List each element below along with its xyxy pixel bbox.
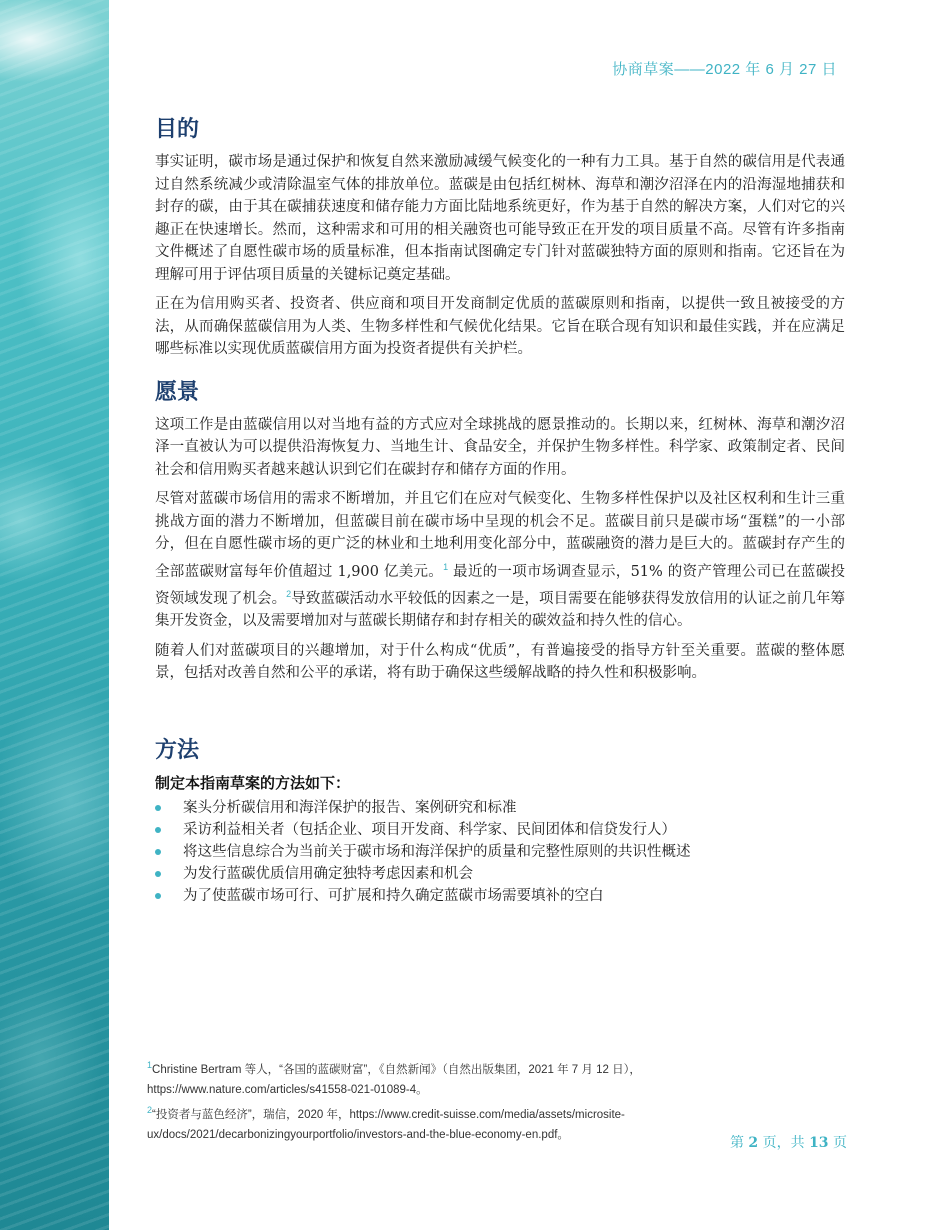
section-title-purpose: 目的 [155, 117, 200, 142]
list-item: 将这些信息综合为当前关于碳市场和海洋保护的质量和完整性原则的共识性概述 [155, 841, 845, 863]
list-item: 采访利益相关者（包括企业、项目开发商、科学家、民间团体和信贷发行人） [155, 819, 845, 841]
footnote-text: Christine Bertram 等人，“各国的蓝碳财富”，《自然新闻》（自然出版集团，2021 年 7 月 12 日）， [152, 1063, 641, 1076]
header-date: 协商草案——2022 年 6 月 27 日 [612, 61, 837, 78]
section-title-method: 方法 [155, 737, 200, 763]
main-content [155, 112, 845, 907]
bullet-dot-icon [155, 849, 161, 855]
vision-paragraph-3: 随着人们对蓝碳项目的兴趣增加，对于什么构成“优质”，有普遍接受的指导方针至关重要。蓝碳的整体愿景，包括对改善自然和公平的承诺，将有助于确保这些缓解战略的持久性和积极影响。 [155, 642, 845, 682]
list-item: 为了使蓝碳市场可行、可扩展和持久确定蓝碳市场需要填补的空白 [155, 885, 845, 907]
footnote-2-link[interactable]: ux/docs/2021/decarbonizingyourportfolio/investors-and-the-blue-economy-en.pdf。 [147, 1128, 569, 1141]
footnote-1-link[interactable]: https://www.nature.com/articles/s41558-021-01089-4。 [147, 1083, 428, 1096]
method-bullet-list [155, 797, 845, 907]
total-pages: 13 [809, 1135, 829, 1151]
purpose-paragraph-1: 事实证明，碳市场是通过保护和恢复自然来激励减缓气候变化的一种有力工具。基于自然的碳信用是代表通过自然系统减少或清除温室气体的排放单位。蓝碳是由包括红树林、海草和潮汐沼泽在内的沿海湿地捕获和封存的碳，由于其在碳捕获速度和储存能力方面比陆地系统更好，作为基于自然的解决方案，人们对它的兴趣正在快速增长。然而，这种需求和可用的相关融资也可能导致正在开发的项目质量不高。尽管有许多指南文件概述了自愿性碳市场的质量标准，但本指南试图确定专门针对蓝碳独特方面的原则和指南。它还旨在为理解可用于评估项目质量的关键标记奠定基础。 [155, 154, 845, 283]
current-page: 2 [748, 1135, 759, 1151]
purpose-paragraph-2: 正在为信用购买者、投资者、供应商和项目开发商制定优质的蓝碳原则和指南，以提供一致且被接受的方法，从而确保蓝碳信用为人类、生物多样性和气候优化结果。它旨在联合现有知识和最佳实践，并在应满足哪些标准以实现优质蓝碳信用方面为投资者提供有关护栏。 [155, 296, 845, 357]
vision-paragraph-2-part-a: 尽管对蓝碳市场信用的需求不断增加，并且它们在应对气候变化、生物多样性保护以及社区权利和生计三重挑战方面的潜力不断增加，但蓝碳目前在碳市场中呈现的机会不足。蓝碳目前只是碳市场“蛋糕”的一小部分，但在自愿性碳市场的更广泛的林业和土地利用变化部分中，蓝碳融资的潜力是巨大的。蓝碳封存产生的全部蓝碳财富每年价值超过 1,900 亿美元。 [155, 491, 845, 580]
bullet-dot-icon [155, 893, 161, 899]
vision-paragraph-2-part-c: 导致蓝碳活动水平较低的因素之一是，项目需要在能够获得发放信用的认证之前几年筹集开发资金，以及需要增加对与蓝碳长期储存和封存相关的碳效益和持久性的信心。 [155, 590, 846, 630]
section-title-vision: 愿景 [155, 379, 200, 405]
footnote-text[interactable]: “投资者与蓝色经济”，瑞信，2020 年，https://www.credit-suisse.com/media/assets/microsite- [152, 1108, 625, 1121]
bullet-dot-icon [155, 827, 161, 833]
bullet-dot-icon [155, 871, 161, 877]
vision-paragraph-1: 这项工作是由蓝碳信用以对当地有益的方式应对全球挑战的愿景推动的。长期以来，红树林、海草和潮汐沼泽一直被认为可以提供沿海恢复力、当地生计、食品安全，并保护生物多样性。科学家、政策制定者、民间社会和信用购买者越来越认识到它们在碳封存和储存方面的作用。 [155, 416, 845, 478]
ocean-photo-strip [0, 0, 109, 1230]
method-intro: 制定本指南草案的方法如下： [155, 773, 351, 792]
footnote-number: 2 [147, 1104, 153, 1115]
footnote-2 [147, 1100, 847, 1125]
list-item: 为发行蓝碳优质信用确定独特考虑因素和机会 [155, 863, 845, 885]
list-item: 案头分析碳信用和海洋保护的报告、案例研究和标准 [155, 797, 845, 819]
page-number: 第 2 页，共 13 页 [729, 1135, 847, 1151]
footnote-ref-2[interactable]: 2 [286, 588, 292, 599]
vision-paragraph-2 [155, 488, 845, 633]
footnote-ref-1[interactable]: 1 [443, 561, 449, 572]
vision-paragraph-2-part-b: 最近的一项市场调查显示，51% 的资产管理公司已在蓝碳投资领域发现了机会。 [155, 563, 845, 607]
footnote-number: 1 [147, 1060, 153, 1070]
bullet-dot-icon [155, 805, 161, 811]
footnote-1 [147, 1055, 847, 1080]
